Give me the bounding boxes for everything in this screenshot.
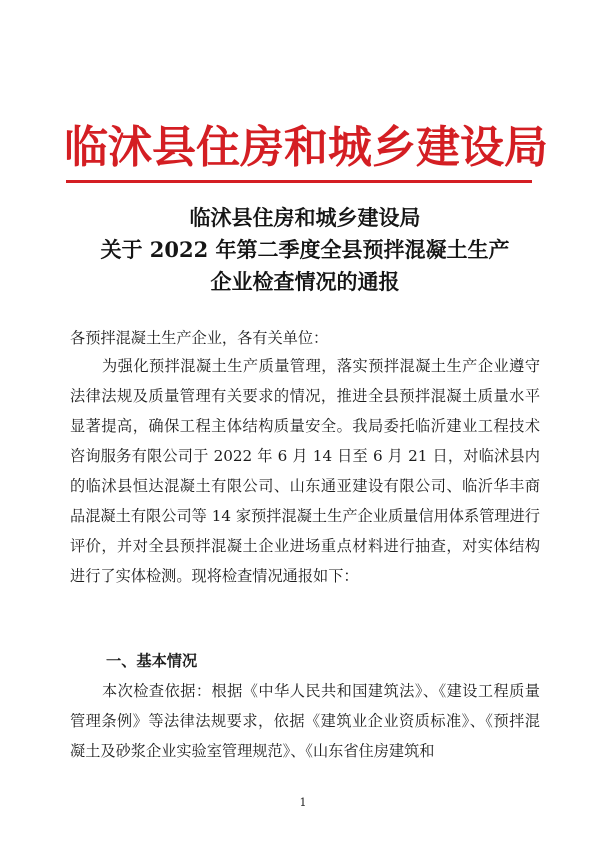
- red-masthead: 临沭县住房和城乡建设局: [64, 122, 548, 173]
- salutation: 各预拌混凝土生产企业，各有关单位：: [70, 329, 329, 347]
- title-line-1: 临沭县住房和城乡建设局: [189, 205, 421, 230]
- red-divider-line: [66, 180, 532, 183]
- page-number: 1: [299, 796, 307, 809]
- document-title: [40, 202, 570, 298]
- paragraph-2: 本次检查依据：根据《中华人民共和国建筑法》、《建设工程质量管理条例》等法律法规要求，依据《建筑业企业资质标准》、《预拌混凝土及砂浆企业实验室管理规范》、《山东省住房建筑和: [70, 682, 540, 760]
- paragraph-1: 为强化预拌混凝土生产质量管理，落实预拌混凝土生产企业遵守法律法规及质量管理有关要求的情况，推进全县预拌混凝土质量水平显著提高，确保工程主体结构质量安全。我局委托临沂建业工程技术咨询服务有限公司于 2022 年 6 月 14 日至 6 月 21 日，对临沭县内的临沭县恒达混凝土有限公司、山东通亚建设有限公司、临沂华丰商品混凝土有限公司等 14 家预拌混凝土生产企业质量信用体系管理进行评价，并对全县预拌混凝土企业进场重点材料进行抽查，对实体结构进行了实体检测。现将检查情况通报如下：: [70, 357, 540, 585]
- title-line-3: 企业检查情况的通报: [210, 269, 400, 294]
- title-line-2: 关于 2022 年第二季度全县预拌混凝土生产: [100, 237, 510, 262]
- section-heading-basic-info: 一、基本情况: [106, 652, 198, 670]
